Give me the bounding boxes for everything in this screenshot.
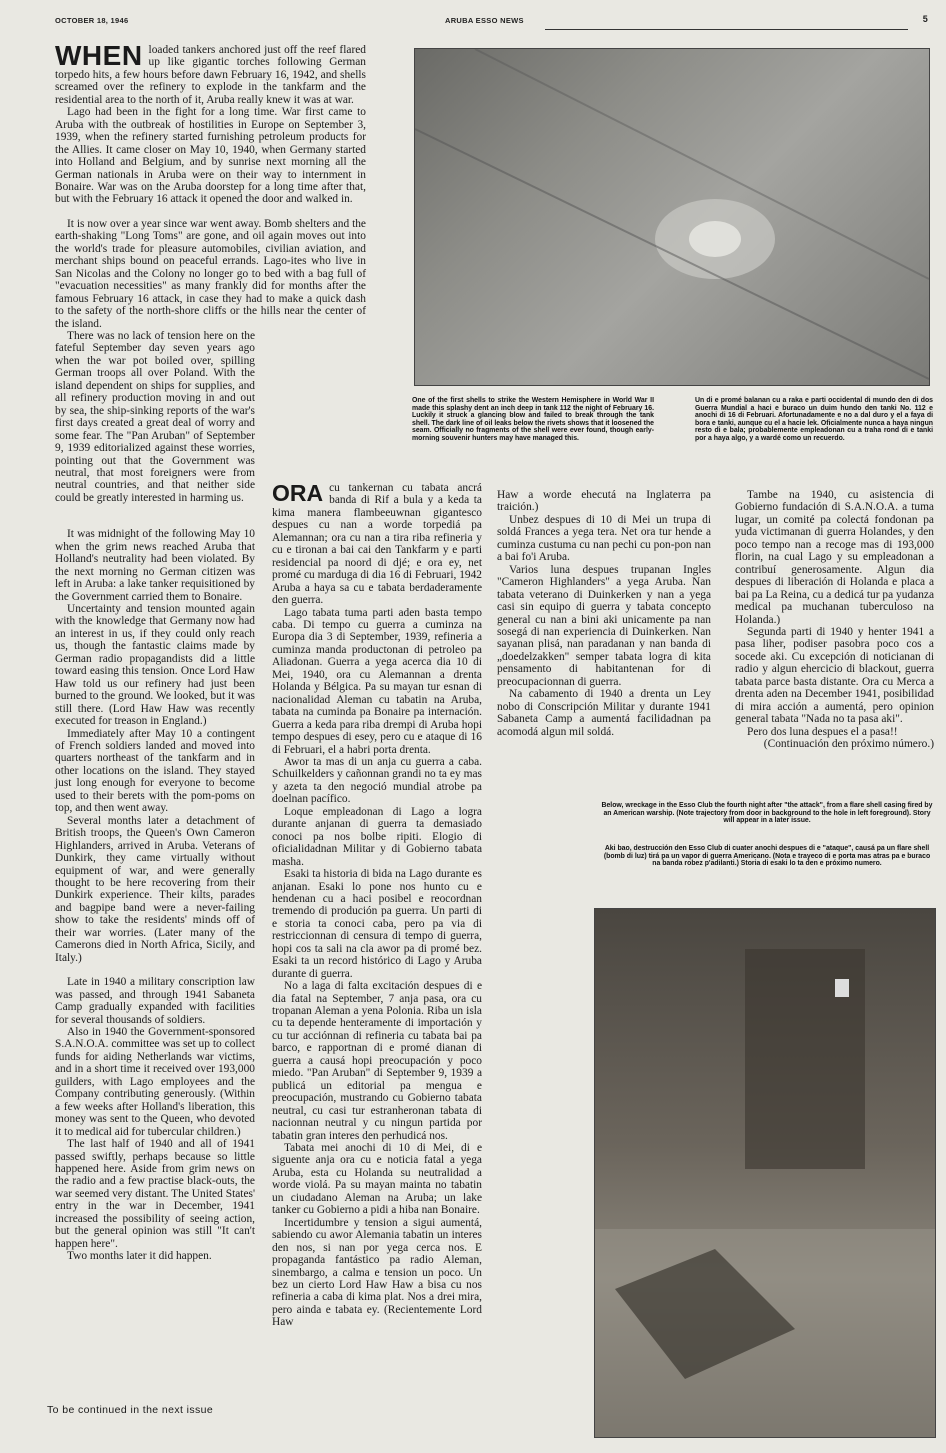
english-paragraph: Late in 1940 a military conscription law was passed, and through 1941 Sabaneta Camp gradually expanded with facilities for several thousands of soldiers. xyxy=(55,976,255,1026)
issue-date: OCTOBER 18, 1946 xyxy=(55,16,129,25)
papiamento-column-3 xyxy=(735,489,934,751)
papiamento-paragraph: Varios luna despues trupanan Ingles "Cameron Highlanders" a yega Aruba. Nan tabata veterano di Duinkerken y nan a yega casi sin equipo di guerra y tabata concepto general cu nan a bini aki unicamente pa nan sosegá di nan experiencia di Duinkerken. Nan sayanan plisá, nan paradanan y nan banda di „doedelzakken" semper tabata logra di kita pensamento di habitantenan for di preocupacionnan di guerra. xyxy=(497,563,711,688)
esso-club-wreckage-photo xyxy=(594,908,936,1438)
english-paragraph: Two months later it did happen. xyxy=(67,1250,212,1263)
wreckage-caption-english: Below, wreckage in the Esso Club the fourth night after "the attack", from a flare shell casing fired by an American warship. (Note trajectory from door in background to the hole in left foreground). Story will appear in a later issue. xyxy=(601,802,933,825)
continued-note: To be continued in the next issue xyxy=(47,1404,214,1416)
tank-dent-illustration xyxy=(415,49,929,385)
english-paragraph: Uncertainty and tension mounted again with the knowledge that Germany now had an interest in us, if they could only reach us, though the fantastic claims made by German radio propagandists did a little toward easing this tension. Once Lord Haw Haw told us our refinery had just been burned to the ground. We looked, but it was still there. (Lord Haw Haw was recently executed for treason in England.) xyxy=(55,603,255,728)
papiamento-paragraph: Lago tabata tuma parti aden basta tempo caba. Di tempo cu guerra a cuminza na Europa dia 3 di September, 1939, refineria a cuminza manda productonan di petroleo pa Aliadonan. Guerra a yega acerca dia 10 di Mei, 1940, ora cu Alemannan a drenta Holanda y Bélgica. Pa su mayan tur esnan di nacionalidad Aleman cu tabatin na Aruba, tabata na cuminda pa Bonaire pa internación. Guerra a keda para riba drempi di Aruba hopi tempo despues di esey, pero cu e ataque di 16 di Februari, el a habri porta drenta. xyxy=(272,606,482,756)
tank-shell-dent-photo xyxy=(414,48,930,386)
papiamento-paragraph: Incertidumbre y tension a sigui aumentá, sabiendo cu awor Alemania tabatin un interes den nos, si nan por yega cerca nos. E propaganda fantástico pa radio Aleman, sinembargo, a calma e tension un poco. Un bez un cierto Lord Haw Haw a bisa cu nos refineria a caba di kima plat. Nos a drei mira, pero ainda e tabata ey. (Recientemente Lord Haw xyxy=(272,1216,482,1329)
newspaper-title: ARUBA ESSO NEWS xyxy=(445,16,524,25)
continuation-note: (Continuación den próximo número.) xyxy=(763,738,934,751)
papiamento-paragraph: Pero dos luna despues el a pasa!! xyxy=(747,725,898,738)
papiamento-paragraph: Esaki ta historia di bida na Lago durante es anjanan. Esaki lo pone nos hunto cu e hendenan cu a haci posibel e reocordnan tremendo di produción pa guerra. Un parti di e storia ta conoci caba, pero pa via di restriccionnan di censura di tempo di guerra, hopi cos ta sali na cla awor pa di promé bez. Esaki ta un record histórico di Lago y Aruba durante di guerra. xyxy=(272,868,482,980)
wreckage-caption-papiamento: Aki bao, destrucción den Esso Club di cuater anochi despues di e "ataque", causá pa un flare shell (bomb di luz) tirá pa un vapor di guerra Americano. (Nota e trayeco di e porta mas atras pa e buraco na banda robez p'adilanti.) Storia di esaki lo ta den e próximo numero. xyxy=(603,845,931,868)
english-paragraph: Several months later a detachment of British troops, the Queen's Own Cameron Highlanders, arrived in Aruba. Veterans of Dunkirk, they came virtually without equipment of war, and were generally thought to be here recovering from their Dunkirk experience. Their kilts, parades and bagpipe band were a never-failing show to take the residents' minds off of their war worries. (Later many of the Camerons died in North Africa, Sicily, and Italy.) xyxy=(55,814,255,964)
papiamento-paragraph: Unbez despues di 10 di Mei un trupa di soldá Frances a yega tera. Net ora tur hende a cuminza custuma cu nan pechi cu pon-pon nan a bai fo'i Aruba. xyxy=(497,513,711,564)
papiamento-paragraph: Awor ta mas di un anja cu guerra a caba. Schuilkelders y cañonnan grandi no ta ey mas y azeta ta den negoció mundial atrobe pa doelnan pacífico. xyxy=(272,755,482,806)
papiamento-paragraph: Haw a worde ehecutá na Inglaterra pa traición.) xyxy=(497,489,711,514)
header-rule xyxy=(545,29,908,30)
english-paragraph: It was midnight of the following May 10 when the grim news reached Aruba that Holland's neutrality had been violated. By the next morning no German citizen was left in Aruba: a lake tanker requisitioned by the Government carried them to Bonaire. xyxy=(55,528,255,603)
english-paragraph: Immediately after May 10 a contingent of French soldiers landed and moved into quarters northeast of the tankfarm and in other locations on the island. They stayed just long enough for everyone to become used to their berets with the pom-poms on top, and then went away. xyxy=(55,727,255,815)
papiamento-paragraph: Na cabamento di 1940 a drenta un Ley nobo di Conscripción Militar y durante 1941 Sabaneta Camp a aumentá facilidadnan pa acomodá algun mil soldá. xyxy=(497,688,711,738)
page-header xyxy=(55,12,928,32)
papiamento-paragraph: Tambe na 1940, cu asistencia di Gobierno fundación di S.A.N.O.A. a tuma lugar, un comité pa colectá fondonan pa yuda victimanan di guerra Holandes, y den poco tempo nan a recoge mas di 193,000 florin, na cual Lago y su empleadonan a contribuí generosamente. Algun dia despues di liberación di Holanda e placa a bai pa La Reina, cu a dedicá tur pa yudanza medical pa muchanan tuberculoso na Holanda.) xyxy=(735,489,934,626)
english-paragraph: Also in 1940 the Government-sponsored S.A.N.O.A. committee was set up to collect funds for aiding Netherlands war victims, and in a short time it received over 193,000 guilders, with Lago employees and the Company contributing generously. (Within a few weeks after Holland's liberation, this money was sent to the Queen, who devoted it to medical aid for tubercular children.) xyxy=(55,1025,255,1138)
drop-word-when: WHEN xyxy=(55,40,143,71)
english-paragraph: The last half of 1940 and all of 1941 passed swiftly, perhaps because so little happened here. Aside from grim news on the radio and a few practise black-outs, the war seemed very distant. The United States' entry in the war in December, 1941 increased the possibility of seeing action, but the general opinion was still "It can't happen here". xyxy=(55,1138,255,1250)
papiamento-paragraph: Segunda parti di 1940 y henter 1941 a pasa liher, podiser pasobra poco cos a socede aki. Cu excepción di noticianan di radio y algun ehercicio di blackout, guerra tabata parce basta distante. Ora cu Merca a drenta aden na December 1941, posibilidad di mira acción a aumentá, pero opinion general tabata "Nada no ta pasa aki". xyxy=(735,625,934,726)
wreckage-illustration xyxy=(595,909,935,1437)
papiamento-paragraph: Loque empleadonan di Lago a logra durante anjanan di guerra ta demasiado conoci pa nos bolbe ripiti. Elogio di oficialidadnan Militar y di Gobierno tabata masha. xyxy=(272,805,482,868)
papiamento-column-2 xyxy=(497,489,711,738)
papiamento-paragraph: No a laga di falta excitación despues di e dia fatal na September, 7 anja pasa, ora cu tropanan Aleman a yena Polonia. Riba un isla cu ta depende henteramente di importación y cu tur acciónnan di refineria cu tabata bai pa barco, e rapportnan di e promé dianan di guerra a causá hopi preocupación y poco miedo. "Pan Aruban" di September 9, 1939 a publicá un editorial pa mengua e preocupación, mustrando cu Gobierno tabata neutral, cu casi tur estranheronan tabata di nacionnan neutral y cu ningun partida por tabatin gran interes den perhudicá nos. xyxy=(272,980,482,1142)
photo-caption-english: One of the first shells to strike the Western Hemisphere in World War II made this splashy dent an inch deep in tank 112 the night of February 16. Luckily it struck a glancing blow and failed to break through the tank shell. The dark line of oil leaks below the rivets shows that it loosened the seam. Officially no fragments of the shell were ever found, though early-morning souvenir hunters may have managed this. xyxy=(412,397,654,442)
english-paragraph: It is now over a year since war went away. Bomb shelters and the earth-shaking "Long Toms" are gone, and oil again moves out into the world's trade for pleasure automobiles, civilian aviation, and merchant ships bound on peaceful errands. Lago-ites who live in San Nicolas and the Colony no longer go to bed with a bag full of "evacuation necessities" as many frankly did for months after the famous February 16 attack, in case they had to make a quick dash to the safety of the north-shore cliffs or the hills near the center of the island. xyxy=(55,217,366,330)
papiamento-paragraph: cu tankernan cu tabata ancrá banda di Rif a bula y a keda ta kima manera flambeeuwnan gigantesco despues cu nan a worde torpediá pa Alemannan; ora cu nan a tira riba refineria y cu e tironan a bai cai den Tankfarm y e parti residencial pa noord di djé; e ora ey, net promé cu marduga di dia 16 di Februari, 1942 Aruba a haya sa cu e tabata berdaderamente den guerra. xyxy=(272,482,482,607)
english-paragraph: Lago had been in the fight for a long time. War first came to Aruba with the outbreak of hostilities in Europe on September 3, 1939, when the refinery started furnishing petroleum products for the Allies. It came closer on May 10, 1940, when Germany started into Holland and Belgium, and by sunrise next morning all the German nationals in Aruba were on their way to internment in Bonaire. War was on the Aruba doorstep for a long time after that, but with the February 16 attack it opened the door and walked in. xyxy=(55,106,366,206)
english-paragraph: loaded tankers anchored just off the reef flared up like gigantic torches following German torpedo hits, a few hours before dawn February 16, 1942, and shells screamed over the refinery to explode in the tankfarm and the residential area to the north of it, Aruba really knew it was at war. xyxy=(55,44,366,106)
photo-caption-papiamento: Un di e promé balanan cu a raka e parti occidental di mundo den di dos Guerra Mundial a haci e buraco un duim hundo den tanki No. 112 e anochi di 16 di Februari. Afortunadamente e no a dal duro y el a faya di bora e tanki, aunque cu el a hacie lek. Oficialmente nunca a haya ningun resto di e bala; probablemente empleadonan cu a traha rond di e tanki por a haya algo, y a wardé como un recuerdo. xyxy=(695,397,933,442)
papiamento-paragraph: Tabata mei anochi di 10 di Mei, di e siguente anja ora cu e noticia fatal a yega Aruba, esta cu Holanda su neutralidad a worde violá. Pa su mayan mainta no tabatin un ciudadano Aleman na Aruba; un lake tanker cu Gobierno a pidi a hiba nan Bonaire. xyxy=(272,1142,482,1217)
page-number: 5 xyxy=(922,14,928,24)
papiamento-column-1 xyxy=(272,482,482,1329)
drop-word-ora: ORA xyxy=(272,480,324,506)
english-paragraph: There was no lack of tension here on the fateful September day seven years ago when the war pot boiled over, spilling German troops all over Poland. With the island dependent on ships for supplies, and all refinery production moving in and out by sea, the ship-sinking reports of the war's first days created a great deal of worry and some fear. The "Pan Aruban" of September 9, 1939 editorialized against these worries, pointing out that the Government was neutral, that most foreigners were from neutral countries, and that neither side could be greatly interested in harming us. xyxy=(55,329,255,504)
